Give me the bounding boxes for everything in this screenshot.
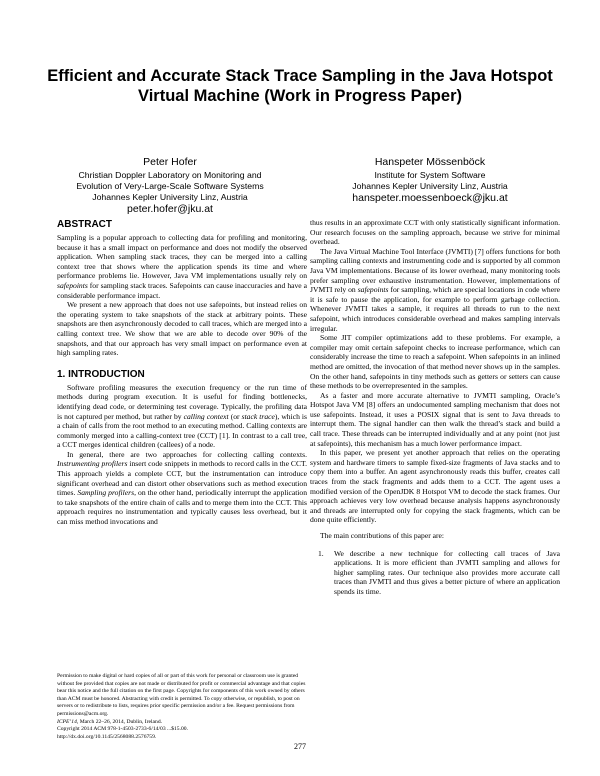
author-name: Hanspeter Mössenböck — [374, 156, 486, 168]
list-item-number: 1. — [318, 548, 324, 558]
author-email: hanspeter.moessenboeck@jku.at — [352, 192, 508, 204]
body-paragraph: As a faster and more accurate alternative to JVMTI sampling, Oracle’s Hotspot Java VM [8] offers an undocumented sampling mechanism that does not use safepoints. Instead, it uses a POSIX signal that is sent to Java threads to interrupt them. The signal handler can then walk the thread’s stack and build a call trace. These threads can be interrupted individually and at any point (not just at safepoints), this mechanism has a much lower performance impact. — [310, 390, 560, 448]
left-column — [57, 218, 307, 527]
list-item — [310, 549, 560, 597]
body-paragraph: In general, there are two approaches for collecting calling contexts. Instrumenting profilers insert code snippets in methods to record calls in the CCT. This approach yields a complete CCT, but the instrumentation can introduce significant overhead and can distort other observations such as method execution times. Sampling profilers, on the other hand, periodically interrupt the application to take snapshots of the entire chain of calls and to merge them into the CCT. This approach requires no instrumentation and typically causes less overhead, but it can miss method invocations and — [57, 449, 308, 527]
page-number: 277 — [294, 742, 306, 751]
body-paragraph: In this paper, we present yet another approach that relies on the operating system and hardware timers to sample fixed-size fragments of Java stacks and to copy them into a buffer. An agent asynchronously reads this buffer, creates call traces from the stack fragments and adds them to a CCT. The agent uses a modified version of the OpenJDK 8 Hotspot VM to decode the stack frames. Our approach achieves very low overhead because analysis happens asynchronously and threads are interrupted only for copying the stack fragments, which can be done quite efficiently. — [310, 448, 560, 525]
abstract-paragraph: We present a new approach that does not use safepoints, but instead relies on the operating system to take snapshots of the stack at arbitrary points. These snapshots are then asynchronously decoded to call traces, which are merged into a calling context tree. We show that we are able to decode over 90% of the snapshots, and that our approach has very small impact on performance even at high sampling rates. — [57, 300, 307, 358]
copyright-notice — [57, 673, 307, 741]
venue-line: ICPE’14, March 22–26, 2014, Dublin, Ireland. — [57, 718, 163, 725]
doi-link[interactable]: http://dx.doi.org/10.1145/2568088.2576759. — [57, 733, 157, 740]
body-paragraph: Some JIT compiler optimizations add to these problems. For example, a compiler may omit certain safepoint checks to increase performance, which can considerably increase the time to reach a safepoint. When safepoints in an inlined method are omitted, the invocation of that method never shows up in the samples. On the other hand, safepoints in tiny methods such as getters or setters can cause these methods to be overrepresented in the samples. — [310, 333, 560, 391]
author-affiliation: Johannes Kepler University Linz, Austria — [92, 192, 248, 202]
body-paragraph: Software profiling measures the execution frequency or the run time of methods during program execution. It is useful for finding bottlenecks, identifying dead code, or determining test coverage. Typically, the profiling data is not captured per method, but rather by calling context (or stack trace), which is a chain of calls from the root method to an executing method. Calling contexts are commonly merged into a calling-context tree (CCT) [1]. In contrast to a call tree, a CCT merges identical children (callees) of a node. — [57, 382, 307, 450]
list-item-text: We describe a new technique for collecting call traces of Java applications. It is more efficient than JVMTI sampling and allows for higher sampling rates. Our technique also provides more accurate call traces than JVMTI and thus gives a better picture of where an application spends its time. — [334, 548, 560, 596]
abstract-paragraph: Sampling is a popular approach to collecting data for profiling and monitoring, because it has a small impact on performance and does not modify the observed application. When sampling stack traces, they can be merged into a calling context tree that shows where the application spends its time and where performance problems lie. However, Java VM implementations usually rely on safepoints for sampling stack traces. Safepoints can cause inaccuracies and have a considerable performance impact. — [57, 233, 307, 300]
author-name: Peter Hofer — [143, 156, 197, 168]
author-affiliation: Johannes Kepler University Linz, Austria — [352, 181, 508, 191]
section-heading: 1. INTRODUCTION — [57, 368, 145, 380]
permission-text: Permission to make digital or hard copies of all or part of this work for personal or classroom use is granted without fee provided that copies are not made or distributed for profit or commercial advantage and that copies bear this notice and the full citation on the first page. Copyrights for components of this work owned by others than ACM must be honored. Abstracting with credit is permitted. To copy otherwise, or republish, to post on servers or to redistribute to lists, requires prior specific permission and/or a fee. Request permissions from permissions@acm.org. — [57, 673, 306, 717]
body-paragraph: The Java Virtual Machine Tool Interface (JVMTI) [7] offers functions for both sampling calling contexts and instrumenting code and is supported by all common Java VM implementations. Because of its lower overhead, many monitoring tools prefer sampling over exhaustive instrumentation. However, implementations of JVMTI rely on safepoints for sampling, which are special locations in code where it is safe to pause the application, for example to perform garbage collection. Whenever JVMTI takes a sample, it requires all threads to run to the next safepoint, which introduces considerable overhead and makes sampling intervals irregular. — [310, 246, 560, 333]
body-paragraph: The main contributions of this paper are: — [320, 531, 444, 540]
author-affiliation: Christian Doppler Laboratory on Monitoring and — [78, 170, 262, 180]
author-block-2 — [295, 156, 565, 205]
author-affiliation: Evolution of Very-Large-Scale Software Systems — [76, 181, 264, 191]
author-email: peter.hofer@jku.at — [127, 203, 213, 215]
right-column — [310, 218, 560, 597]
author-affiliation: Institute for System Software — [374, 170, 486, 180]
paper-title: Efficient and Accurate Stack Trace Sampling in the Java Hotspot Virtual Machine (Work in Progress Paper) — [47, 67, 553, 105]
body-paragraph: thus results in an approximate CCT with only statistically significant information. Our research focuses on the sampling approach, because we strive for minimal overhead. — [310, 218, 560, 247]
author-block-1 — [35, 156, 305, 216]
copyright-line: Copyright 2014 ACM 978-1-4503-2733-6/14/03 ...$15.00. — [57, 726, 188, 733]
abstract-heading: ABSTRACT — [57, 219, 112, 230]
